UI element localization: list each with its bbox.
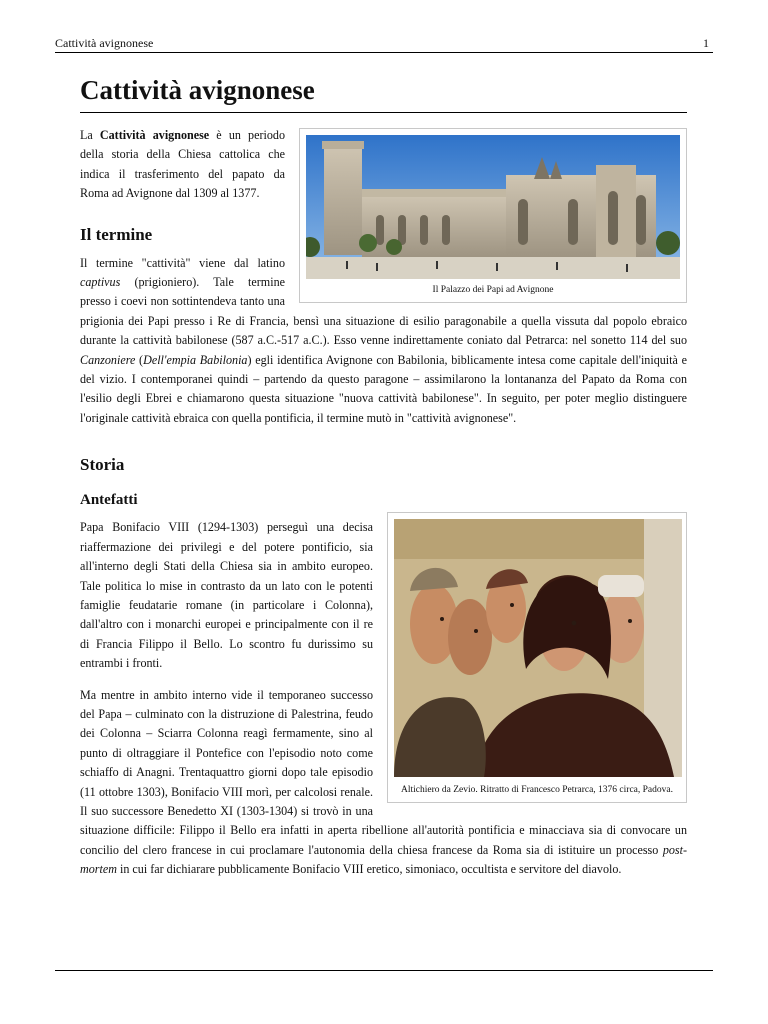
article-content — [80, 70, 687, 880]
figure-petrarca — [387, 512, 687, 803]
termine-canzoniere: Canzoniere — [80, 352, 136, 367]
page-title: Cattività avignonese — [80, 74, 687, 113]
palazzo-papi-image[interactable] — [306, 135, 680, 279]
figure-palazzo-caption: Il Palazzo dei Papi ad Avignone — [432, 285, 554, 295]
antefatti-text-a: Ma mentre in ambito interno vide il temporaneo successo del Papa – culminato con la distruzione di Palestrina, feudo dei Colonna – Sciarra Colonna reagì fermamente, sino al punto di oltraggiare il Pontefice con l'episodio noto come schiaffo di Anagni. Trentaquattro giorni dopo tale episodio (11 ottobre 1303), Bonifacio VIII morì, per calcolosi renale. Il suo successore Benedetto XI (1303-1304) si trovò in una situazione difficile: Filippo il Bello era infatti in aperta ribellione all'autorità pontificia e minacciava sia di convocare un concilio del clero francese in cui proclamare l'autonomia della chiesa francese da Roma sia di istituire un processo — [80, 687, 687, 857]
termine-captivus: captivus — [80, 275, 121, 290]
termine-text-a: Il termine "cattività" viene dal latino — [80, 255, 285, 270]
figure-petrarca-caption: Altichiero da Zevio. Ritratto di Francesco Petrarca, 1376 circa, Padova. — [401, 785, 673, 796]
heading-il-termine: Il termine — [80, 224, 153, 244]
antefatti-post-mortem: post-mortem — [80, 842, 687, 877]
footer-rule — [55, 970, 713, 971]
termine-text-c: ( — [135, 352, 144, 367]
running-head-title: Cattività avignonese — [55, 36, 154, 50]
termine-text-d: ) egli identifica Avignone con Babilonia, biblicamente intesa come capitale dell'iniquità e del vizio. I contemporanei quindi – partendo da questo paragone – assimilarono la lontananza del Papato da Roma con l'esilio degli Ebrei e chiamarono questa situazione "nuova cattività babilonese". In seguito, per poter meglio distinguere l'originale cattività ebraica con quella pontificia, il termine mutò in "cattività avignonese". — [80, 352, 687, 425]
heading-storia: Storia — [80, 455, 125, 475]
petrarca-fresco-image[interactable] — [394, 519, 682, 777]
intro-bold-term: Cattività avignonese — [99, 128, 210, 142]
palace-illustration — [306, 135, 680, 279]
termine-text-b: (prigioniero). Tale termine presso i coevi non sottintendeva tanto una prigionia dei Papi presso i Re di Francia, bensì una situazione di esilio paragonabile a quella vissuta dal popolo ebraico durante la cattività babilonese (587 a.C.-517 a.C.). Esso venne indirettamente coniato dal Petrarca: nel sonetto 114 del suo — [80, 275, 687, 348]
fresco-illustration — [394, 519, 682, 777]
termine-empia-babilonia: Dell'empia Babilonia — [143, 352, 248, 367]
running-head — [55, 36, 713, 53]
antefatti-text-b: in cui far dichiarare pubblicamente Bonifacio VIII eretico, simoniaco, occultista e servitore del diavolo. — [116, 862, 622, 877]
page-number: 1 — [703, 36, 709, 50]
intro-rest: è un periodo della storia della Chiesa cattolica che indica il trasferimento del papato da Roma ad Avignone dal 1309 al 1377. — [80, 128, 285, 201]
figure-palazzo-papi — [299, 128, 687, 303]
intro-lead: La — [80, 128, 100, 142]
antefatti-paragraph-1: Papa Bonifacio VIII (1294-1303) perseguì una decisa riaffermazione dei privilegi e del potere pontificio, sia all'interno degli Stati della Chiesa sia in ambito europeo. Tale politica lo mise in contrasto da un lato con le potenti famiglie feudatarie romane (in particolare i Colonna), dall'altro con i monarchi europei e principalmente con il re di Francia Filippo il Bello. Lo scontro fu durissimo su entrambi i fronti. — [80, 520, 373, 671]
heading-antefatti: Antefatti — [80, 492, 138, 509]
